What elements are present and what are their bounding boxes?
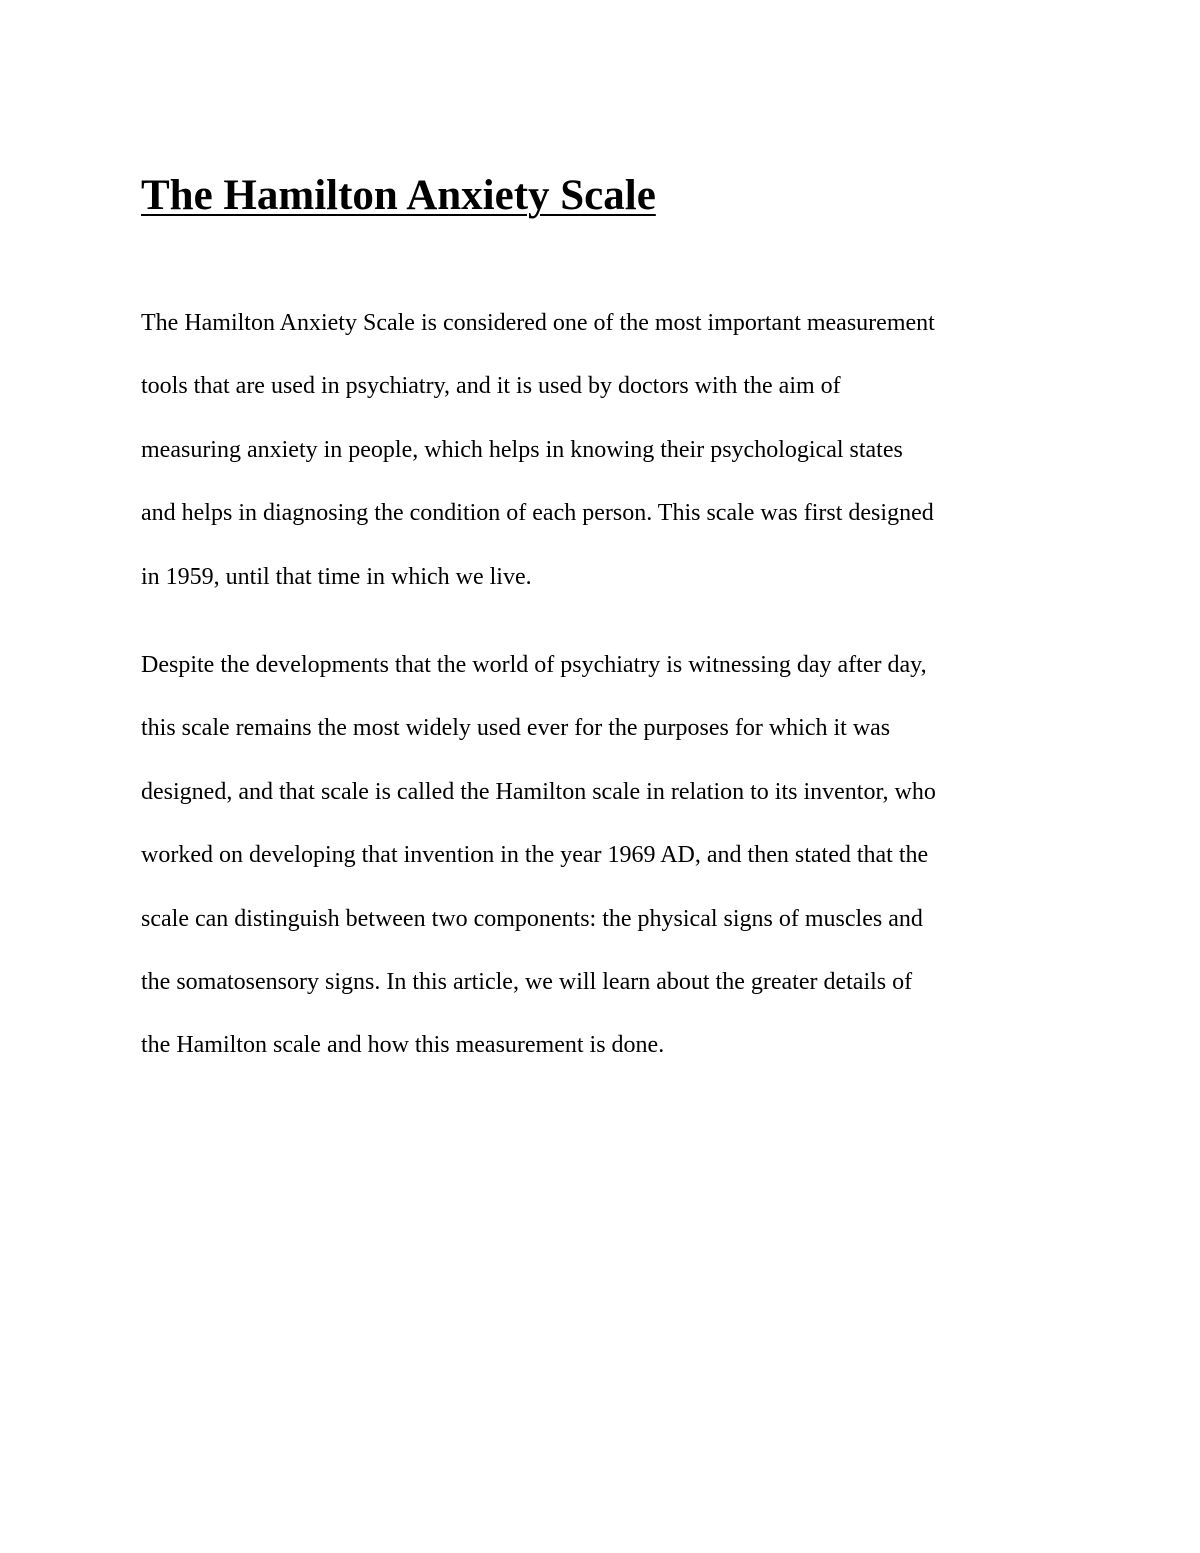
document-title: The Hamilton Anxiety Scale: [141, 172, 656, 219]
paragraph-line: this scale remains the most widely used ever for the purposes for which it was: [141, 715, 891, 742]
paragraph-line: Despite the developments that the world of psychiatry is witnessing day after day,: [141, 652, 927, 678]
paragraph-1: [141, 292, 1071, 609]
paragraph-line: the somatosensory signs. In this article, we will learn about the greater details of: [141, 969, 913, 996]
paragraph-line: tools that are used in psychiatry, and it is used by doctors with the aim of: [141, 373, 841, 400]
paragraph-2: [141, 634, 1071, 1078]
paragraph-line: scale can distinguish between two components: the physical signs of muscles and: [141, 905, 923, 932]
paragraph-line: the Hamilton scale and how this measurement is done.: [141, 1032, 665, 1059]
paragraph-line: worked on developing that invention in the year 1969 AD, and then stated that the: [141, 842, 929, 869]
paragraph-line: in 1959, until that time in which we live.: [141, 563, 532, 590]
paragraph-line: measuring anxiety in people, which helps in knowing their psychological states: [141, 436, 903, 463]
paragraph-line: and helps in diagnosing the condition of each person. This scale was first designed: [141, 500, 934, 527]
paragraph-line: designed, and that scale is called the Hamilton scale in relation to its inventor, who: [141, 778, 936, 805]
paragraph-line: The Hamilton Anxiety Scale is considered one of the most important measurement: [141, 310, 935, 336]
